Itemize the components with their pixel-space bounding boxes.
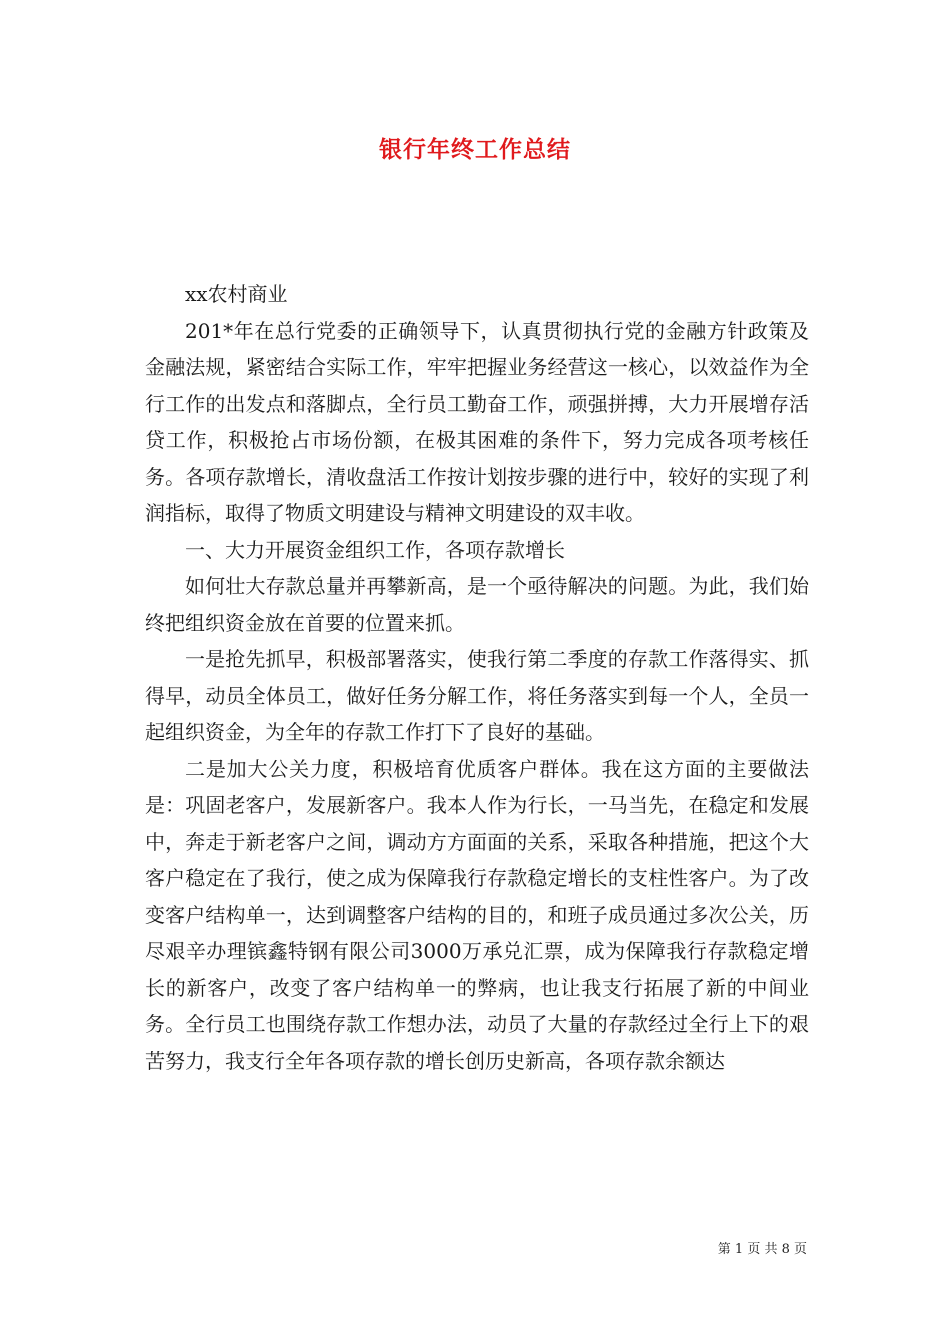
paragraph-question: 如何壮大存款总量并再攀新高，是一个亟待解决的问题。为此，我们始终把组织资金放在首要的位置来抓。 — [145, 574, 809, 635]
document-body — [145, 276, 809, 1079]
document-title: 银行年终工作总结 — [379, 136, 571, 163]
section-heading-1: 一、大力开展资金组织工作，各项存款增长 — [185, 537, 565, 562]
paragraph-point-2: 二是加大公关力度，积极培育优质客户群体。我在这方面的主要做法是：巩固老客户，发展新客户。我本人作为行长，一马当先，在稳定和发展中，奔走于新老客户之间，调动方方面面的关系，采取各种措施，把这个大客户稳定在了我行，使之成为保障我行存款稳定增长的支柱性客户。为了改变客户结构单一，达到调整客户结构的目的，和班子成员通过多次公关，历尽艰辛办理镔鑫特钢有限公司3000万承兑汇票，成为保障我行存款稳定增长的新客户，改变了客户结构单一的弊病，也让我支行拓展了新的中间业务。全行员工也围绕存款工作想办法，动员了大量的存款经过全行上下的艰苦努力，我支行全年各项存款的增长创历史新高，各项存款余额达 — [145, 756, 809, 1073]
paragraph-point-1: 一是抢先抓早，积极部署落实，使我行第二季度的存款工作落得实、抓得早，动员全体员工，做好任务分解工作，将任务落实到每一个人，全员一起组织资金，为全年的存款工作打下了良好的基础。 — [145, 647, 809, 744]
paragraph-intro: 201*年在总行党委的正确领导下，认真贯彻执行党的金融方针政策及金融法规，紧密结合实际工作，牢牢把握业务经营这一核心，以效益作为全行工作的出发点和落脚点，全行员工勤奋工作，顽强拼搏，大力开展增存活贷工作，积极抢占市场份额，在极其困难的条件下，努力完成各项考核任务。各项存款增长，清收盘活工作按计划按步骤的进行中，较好的实现了利润指标，取得了物质文明建设与精神文明建设的双丰收。 — [145, 318, 809, 525]
page-number-footer: 第 1 页 共 8 页 — [717, 1242, 807, 1257]
paragraph-org-name: xx农村商业 — [185, 282, 288, 306]
